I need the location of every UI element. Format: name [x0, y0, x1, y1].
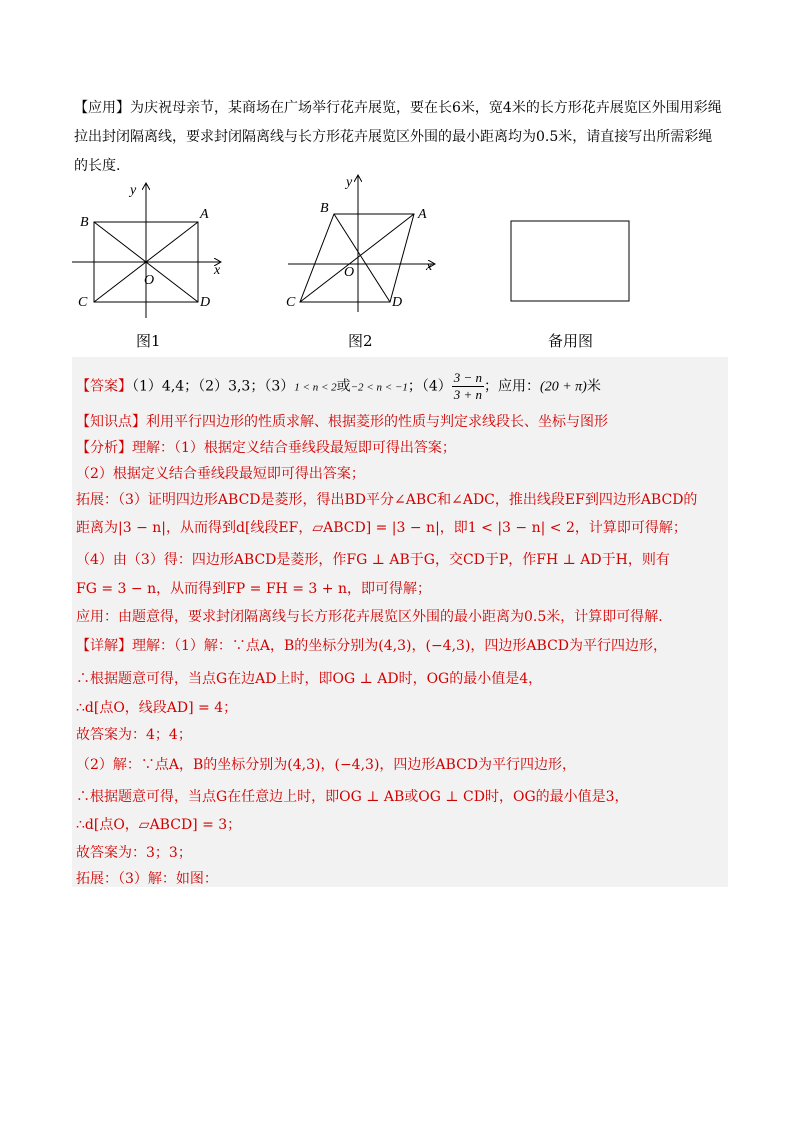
detail-line-8: 故答案为：3；3； — [76, 845, 192, 861]
detail-line-4: 故答案为：4；4； — [76, 727, 192, 743]
label-o: O — [144, 273, 155, 288]
analysis-line-3: 拓展：（3）证明四边形ABCD是菱形，得出BD平分∠ABC和∠ADC，推出线段EF到四边形ABCD的 — [76, 492, 698, 508]
label-d: D — [200, 295, 211, 310]
detail-text-1: 理解：（1）解：∵点A，B的坐标分别为(4,3)，(−4,3)，四边形ABCD为平行四边形， — [132, 638, 668, 654]
fraction-numerator: 3 − n — [453, 370, 483, 385]
label-y: y — [130, 183, 137, 198]
figure-3-caption: 备用图 — [548, 332, 594, 350]
fraction-denominator: 3 + n — [453, 387, 483, 402]
answer-range-2: −2 < n < −1 — [350, 381, 408, 394]
label-x: x — [426, 259, 433, 274]
analysis-line-1 — [76, 437, 456, 457]
spare-rectangle — [511, 221, 629, 301]
label-a: A — [418, 207, 427, 222]
knowledge-text: 利用平行四边形的性质求解、根据菱形的性质与判定求线段长、坐标与图形 — [146, 414, 608, 430]
detail-line-9: 拓展：（3）解：如图： — [76, 871, 218, 887]
figure-2-caption: 图2 — [348, 332, 373, 350]
label-d: D — [392, 295, 403, 310]
detail-line-5: （2）解：∵点A，B的坐标分别为(4,3)，(−4,3)，四边形ABCD为平行四边形， — [76, 757, 577, 773]
answer-fraction — [452, 370, 484, 403]
answer-part2: ；（4） — [407, 378, 452, 395]
answer-or: 或 — [336, 378, 351, 395]
detail-line-1 — [76, 635, 667, 655]
answer-unit: 米 — [586, 378, 601, 395]
analysis-line-5: （4）由（3）得：四边形ABCD是菱形，作FG ⊥ AB于G，交CD于P，作FH ⊥ AD于H，则有 — [76, 552, 670, 568]
label-b: B — [320, 201, 329, 216]
answer-tag: 【答案】 — [76, 378, 132, 395]
analysis-line-4: 距离为|3 − n|，从而得到d[线段EF，▱ABCD] = |3 − n|，即1 < |3 − n| < 2，计算即可得解； — [76, 520, 687, 536]
answer-expression: (20 + π) — [540, 379, 587, 395]
label-c: C — [78, 295, 88, 310]
analysis-tag: 【分析】 — [76, 440, 132, 456]
problem-statement: 【应用】为庆祝母亲节，某商场在广场举行花卉展览，要在长6米，宽4米的长方形花卉展览区外围用彩绳拉出封闭隔离线，要求封闭隔离线与长方形花卉展览区外围的最小距离均为0.5米，请直接写出所需彩绳的长度. — [74, 100, 722, 174]
analysis-line-2: （2）根据定义结合垂线段最短即可得出答案； — [76, 466, 365, 482]
figure-2 — [284, 172, 444, 322]
answer-range-1: 1 < n < 2 — [294, 381, 337, 394]
label-x: x — [214, 263, 221, 278]
knowledge-tag: 【知识点】 — [76, 414, 146, 430]
figure-3 — [508, 218, 634, 308]
detail-tag: 【详解】 — [76, 638, 132, 654]
figure-1-caption: 图1 — [136, 332, 161, 350]
label-a: A — [200, 207, 209, 222]
analysis-line-6: FG = 3 − n，从而得到FP = FH = 3 + n，即可得解； — [76, 581, 431, 597]
analysis-text-1: 理解：（1）根据定义结合垂线段最短即可得出答案； — [132, 440, 456, 456]
detail-line-3: ∴d[点O，线段AD] = 4； — [76, 700, 238, 716]
label-b: B — [80, 215, 89, 230]
figure-1 — [70, 178, 230, 328]
answer-line — [76, 370, 601, 403]
answer-part3: ；应用： — [484, 378, 541, 395]
detail-line-2: ∴根据题意可得，当点G在边AD上时，即OG ⊥ AD时，OG的最小值是4， — [76, 671, 543, 687]
label-y: y — [346, 175, 353, 190]
detail-line-6: ∴根据题意可得，当点G在任意边上时，即OG ⊥ AB或OG ⊥ CD时，OG的最小值是3， — [76, 789, 629, 805]
label-c: C — [286, 295, 296, 310]
label-o: O — [344, 265, 355, 280]
answer-part1: （1）4,4；（2）3,3；（3） — [132, 378, 295, 395]
diagonal-bd — [334, 214, 390, 302]
analysis-line-7: 应用：由题意得，要求封闭隔离线与长方形花卉展览区外围的最小距离为0.5米，计算即可得解. — [76, 609, 663, 625]
detail-line-7: ∴d[点O，▱ABCD] = 3； — [76, 817, 242, 833]
knowledge-point-line — [76, 411, 608, 431]
